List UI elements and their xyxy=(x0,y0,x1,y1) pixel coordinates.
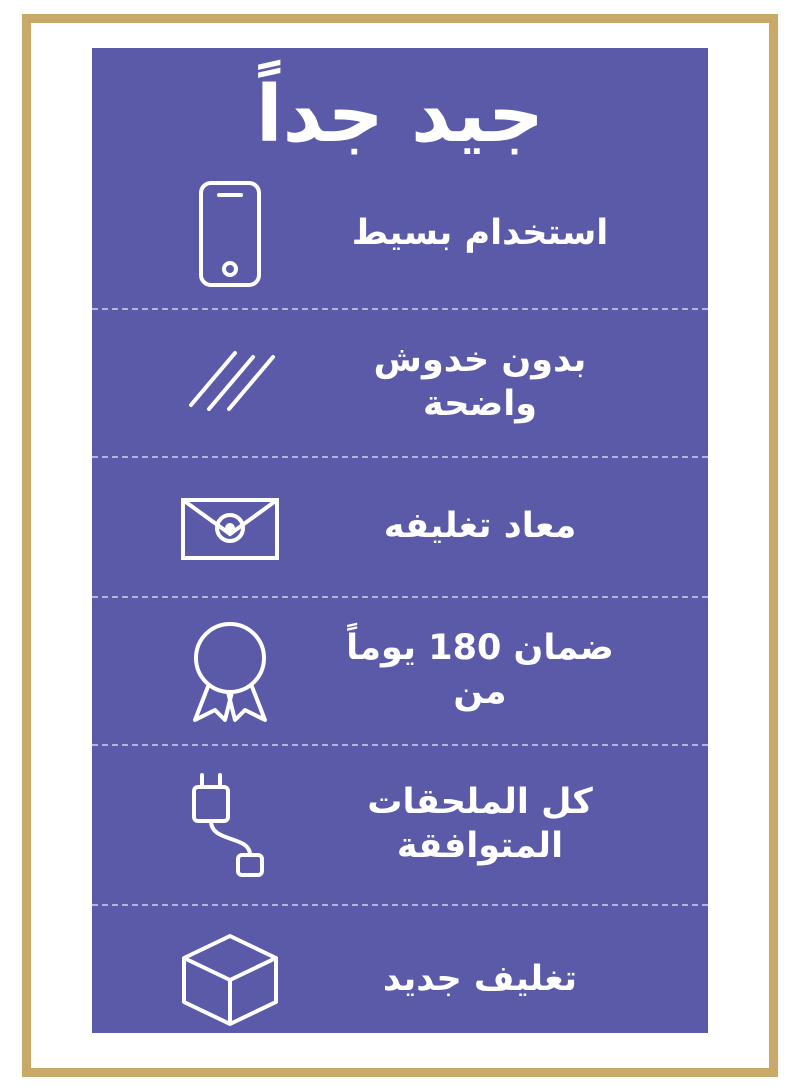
feature-list xyxy=(92,160,708,1033)
box-icon xyxy=(155,920,305,1033)
feature-label: ضمان 180 يوماً من xyxy=(346,628,614,712)
list-item xyxy=(92,456,708,596)
list-item xyxy=(92,904,708,1033)
page-title: جيد جداً xyxy=(255,70,545,160)
list-item xyxy=(92,596,708,744)
feature-label: بدون خدوش واضحة xyxy=(373,340,587,424)
feature-card xyxy=(92,48,708,1033)
warranty-badge-icon xyxy=(155,611,305,731)
feature-label: معاد تغليفه xyxy=(383,506,577,547)
smartphone-icon xyxy=(155,174,305,294)
scratches-icon xyxy=(155,323,305,443)
feature-label: تغليف جديد xyxy=(382,959,578,1000)
feature-label: كل الملحقات المتوافقة xyxy=(367,782,593,866)
usb-cable-icon xyxy=(155,765,305,885)
feature-label: استخدام بسيط xyxy=(351,213,609,254)
list-item xyxy=(92,744,708,904)
sealed-envelope-icon xyxy=(155,467,305,587)
list-item xyxy=(92,160,708,308)
list-item xyxy=(92,308,708,456)
